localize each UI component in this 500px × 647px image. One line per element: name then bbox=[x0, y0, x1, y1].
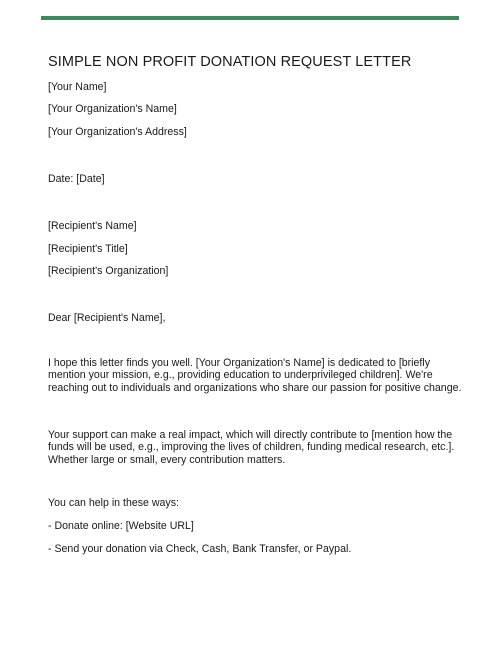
help-intro: You can help in these ways: bbox=[48, 497, 179, 509]
recipient-name: [Recipient's Name] bbox=[48, 220, 137, 232]
recipient-organization: [Recipient's Organization] bbox=[48, 265, 169, 277]
impact-paragraph: Your support can make a real impact, which will directly contribute to [mention how the funds will be used, e.g., improving the lives of children, funding medical research, etc.]. Whether large or small, every contribution matters. bbox=[48, 429, 455, 466]
sender-organization: [Your Organization's Name] bbox=[48, 103, 177, 115]
help-item-online: - Donate online: [Website URL] bbox=[48, 520, 194, 532]
sender-name: [Your Name] bbox=[48, 81, 107, 93]
help-item-payment: - Send your donation via Check, Cash, Bank Transfer, or Paypal. bbox=[48, 543, 352, 555]
intro-paragraph: I hope this letter finds you well. [Your Organization's Name] is dedicated to [briefly mention your mission, e.g., providing education to underprivileged children]. We're reaching out to individuals and organizations who share our passion for positive change. bbox=[48, 357, 462, 394]
recipient-title: [Recipient's Title] bbox=[48, 243, 128, 255]
date-line: Date: [Date] bbox=[48, 173, 105, 185]
salutation: Dear [Recipient's Name], bbox=[48, 312, 166, 324]
letter-title: SIMPLE NON PROFIT DONATION REQUEST LETTER bbox=[48, 54, 412, 70]
sender-address: [Your Organization's Address] bbox=[48, 126, 187, 138]
header-rule bbox=[41, 16, 459, 20]
